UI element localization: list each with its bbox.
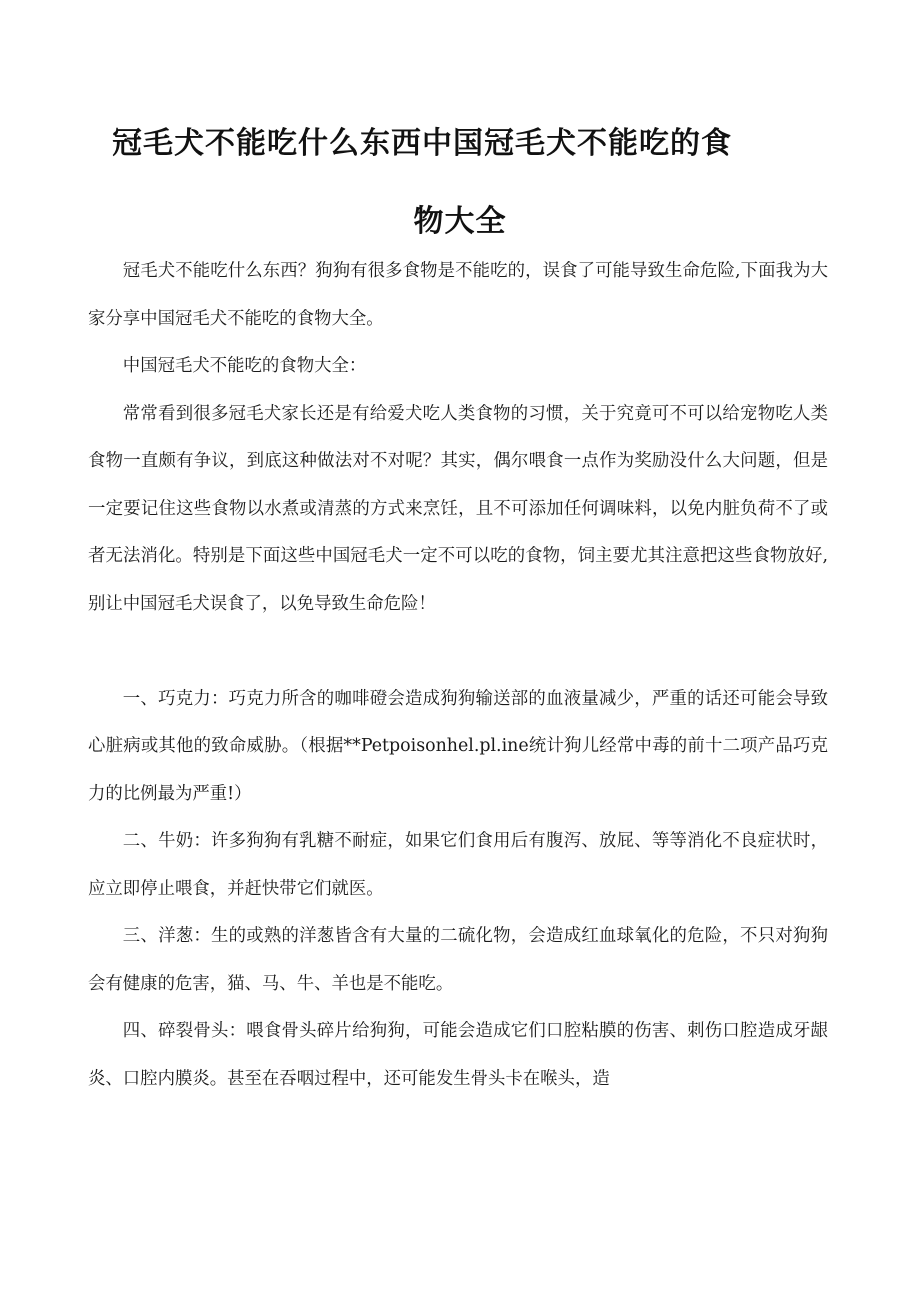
blank-line — [88, 628, 828, 676]
item-chocolate-paragraph: 一、巧克力：巧克力所含的咖啡磴会造成狗狗输送部的血液量减少，严重的话还可能会导致心脏病或其他的致命威胁。（根据**Petpoisonhel.pl.ine统计狗儿经常中毒的前十二项产品巧克力的比例最为严重!） — [88, 688, 828, 804]
section-heading-paragraph: 中国冠毛犬不能吃的食物大全： — [122, 356, 367, 376]
context-paragraph: 常常看到很多冠毛犬家长还是有给爱犬吃人类食物的习惯，关于究竟可不可以给宠物吃人类食物一直颇有争议，到底这种做法对不对呢？其实，偶尔喂食一点作为奖励没什么大问题，但是一定要记住这些食物以水煮或清蒸的方式来烹饪，且不可添加任何调味料，以免内脏负荷不了或者无法消化。特别是下面这些中国冠毛犬一定不可以吃的食物，饲主要尤其注意把这些食物放好,别让中国冠毛犬误食了，以免导致生命危险！ — [88, 403, 828, 614]
document-title-line1: 冠毛犬不能吃什么东西中国冠毛犬不能吃的食 — [112, 126, 732, 161]
document-title-line2: 物大全 — [413, 204, 507, 239]
item-onion-paragraph: 三、洋葱：生的或熟的洋葱皆含有大量的二硫化物，会造成红血球氧化的危险，不只对狗狗会有健康的危害，猫、马、牛、羊也是不能吃。 — [88, 926, 828, 994]
intro-paragraph: 冠毛犬不能吃什么东西？狗狗有很多食物是不能吃的，误食了可能导致生命危险,下面我为大家分享中国冠毛犬不能吃的食物大全。 — [88, 261, 828, 329]
document-body — [88, 248, 828, 1103]
item-milk-paragraph: 二、牛奶：许多狗狗有乳糖不耐症，如果它们食用后有腹泻、放屁、等等消化不良症状时，应立即停止喂食，并赶快带它们就医。 — [88, 831, 828, 899]
item-bone-paragraph: 四、碎裂骨头：喂食骨头碎片给狗狗，可能会造成它们口腔粘膜的伤害、刺伤口腔造成牙龈炎、口腔内膜炎。甚至在吞咽过程中，还可能发生骨头卡在喉头，造 — [88, 1021, 828, 1089]
